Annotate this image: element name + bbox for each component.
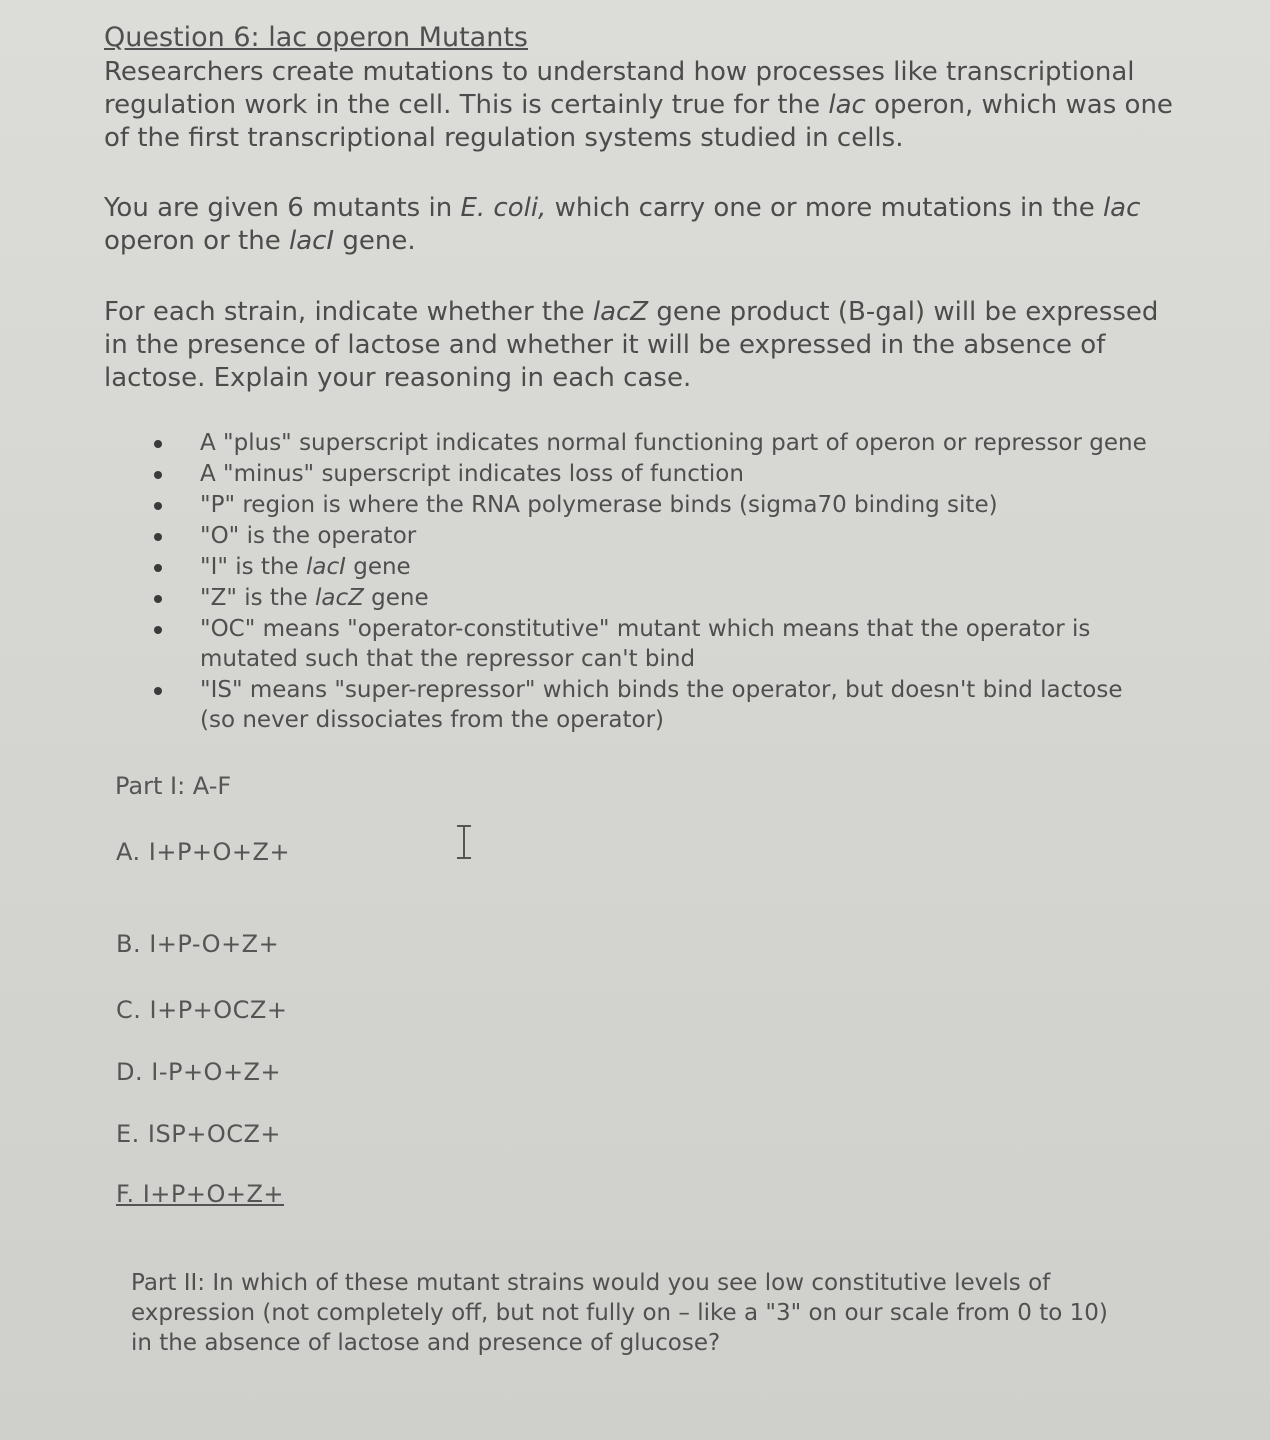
bullet-icon: [154, 471, 162, 479]
given-paragraph: [104, 192, 1174, 258]
given-text-3: operon or the: [104, 226, 289, 256]
part1-label: Part I: A-F: [115, 772, 232, 800]
bullet-icon: [154, 502, 162, 510]
bullet-icon: [154, 533, 162, 541]
definition-text: "I" is the: [200, 554, 306, 580]
definition-item: [150, 459, 1160, 489]
question-title: Question 6: lac operon Mutants: [104, 22, 528, 53]
mutant-e: E. ISP+OCZ+: [116, 1120, 282, 1148]
definition-text: A "minus" superscript indicates loss of function: [200, 461, 744, 487]
definition-text: A "plus" superscript indicates normal functioning part of operon or repressor gene: [200, 430, 1147, 456]
intro-lac-italic: lac: [828, 90, 866, 120]
definition-item: [150, 614, 1160, 674]
definition-item: [150, 675, 1160, 735]
definition-text: gene: [345, 554, 411, 580]
definition-item: [150, 490, 1160, 520]
bullet-icon: [154, 687, 162, 695]
definition-gene-italic: lacI: [306, 554, 346, 580]
mutant-a: A. I+P+O+Z+: [116, 838, 291, 866]
bullet-icon: [154, 595, 162, 603]
intro-text-1: Researchers create mutations to understand how processes like transcriptional regulation work in the cell. This is certainly true for the: [104, 57, 1135, 120]
part2-question: Part II: In which of these mutant strains would you see low constitutive levels of expression (not completely off, but not fully on – like a "3" on our scale from 0 to 10) in the absence of lactose and presence of glucose?: [131, 1270, 1108, 1356]
definition-item: [150, 521, 1160, 551]
given-text-1: You are given 6 mutants in: [104, 193, 461, 223]
definition-text: "IS" means "super-repressor" which binds the operator, but doesn't bind lactose (so never dissociates from the operator): [200, 677, 1123, 733]
intro-text-2: operon, which was one of the first transcriptional regulation systems studied in cells.: [104, 90, 1173, 153]
definition-text: gene: [363, 585, 429, 611]
instruction-paragraph: [104, 296, 1174, 395]
bullet-icon: [154, 564, 162, 572]
definitions-list: [150, 428, 1160, 736]
definition-item: [150, 583, 1160, 613]
text-cursor-icon: [452, 824, 476, 860]
instruction-lacz-italic: lacZ: [592, 297, 649, 327]
definition-text: "O" is the operator: [200, 523, 417, 549]
mutant-f: F. I+P+O+Z+: [116, 1180, 285, 1208]
definition-gene-italic: lacZ: [314, 585, 364, 611]
definition-text: "Z" is the: [200, 585, 315, 611]
instruction-text-1: For each strain, indicate whether the: [104, 297, 593, 327]
given-ecoli-italic: E. coli,: [460, 193, 547, 223]
mutant-c: C. I+P+OCZ+: [116, 996, 288, 1024]
intro-paragraph: [104, 56, 1174, 155]
given-laci-italic: lacI: [288, 226, 335, 256]
bullet-icon: [154, 440, 162, 448]
definition-text: "P" region is where the RNA polymerase binds (sigma70 binding site): [200, 492, 998, 518]
definition-text: "OC" means "operator-constitutive" mutant which means that the operator is mutated such that the repressor can't bind: [200, 616, 1091, 672]
definition-item: [150, 428, 1160, 458]
mutant-b: B. I+P-O+Z+: [116, 930, 280, 958]
instruction-text-2: gene product (B-gal) will be expressed in the presence of lactose and whether it will be expressed in the absence of lactose. Explain your reasoning in each case.: [104, 297, 1159, 393]
given-lac-italic: lac: [1102, 193, 1141, 223]
definition-item: [150, 552, 1160, 582]
given-text-2: which carry one or more mutations in the: [546, 193, 1103, 223]
bullet-icon: [154, 626, 162, 634]
mutant-d: D. I-P+O+Z+: [116, 1058, 282, 1086]
given-text-4: gene.: [334, 226, 416, 256]
